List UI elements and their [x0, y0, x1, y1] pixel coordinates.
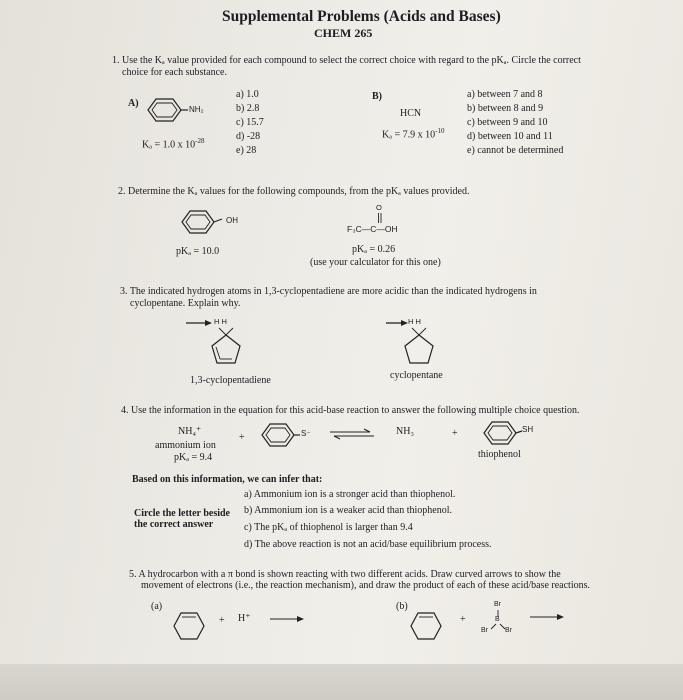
q4-plus-sign-2: +	[452, 428, 458, 439]
q1-prompt-line2: choice for each substance.	[122, 67, 227, 78]
q3-cyclopentane-structure	[401, 327, 437, 367]
q1a-ka-value: Kₐ = 1.0 x $10^{-28}$	[142, 137, 205, 151]
q4-ammonium-pka: pKₐ = 9.4	[174, 452, 213, 463]
q5-part-a-label: (a)	[151, 601, 163, 612]
q1b-ka-value: Kₐ = 7.9 x $10^{-10}$	[382, 127, 445, 141]
q4-equilibrium-arrows	[330, 429, 374, 439]
q4-choice[interactable]: c) The pKₐ of thiophenol is larger than 9.4	[244, 522, 413, 533]
q3-prompt-line1: 3. The indicated hydrogen atoms in 1,3-cyclopentadiene are more acidic than the indicated hydrogens in	[120, 286, 537, 297]
q4-thiol-group: SH	[522, 425, 534, 434]
q5b-bromine-top: Br	[494, 601, 501, 608]
q4-instruction-line1: Circle the letter beside	[134, 508, 230, 519]
q1b-choice[interactable]: c) between 9 and 10	[467, 117, 548, 128]
q1a-amine-group: NH₂	[189, 105, 204, 114]
q3-indicator-arrow-right	[386, 320, 408, 326]
q3-prompt-line2: cyclopentane. Explain why.	[130, 298, 241, 309]
q3-indicator-arrow-left	[186, 320, 212, 326]
q3-cyclopentadiene-name: 1,3-cyclopentadiene	[190, 375, 271, 386]
q5-prompt-line1: 5. A hydrocarbon with a π bond is shown reacting with two different acids. Draw curved arrows to show the	[129, 569, 561, 580]
course-code: CHEM 265	[314, 26, 373, 40]
q4-infer-heading: Based on this information, we can infer that:	[132, 474, 323, 485]
q4-ammonia-formula: NH₃	[396, 426, 414, 437]
q2-hydroxyl-group: OH	[226, 216, 238, 225]
q5b-bromine-right: Br	[505, 627, 512, 634]
q4-choice[interactable]: d) The above reaction is not an acid/base equilibrium process.	[244, 539, 492, 550]
q5a-cyclohexene-structure	[173, 611, 205, 641]
q3-cyclopentadiene-structure	[208, 327, 244, 367]
q4-prompt: 4. Use the information in the equation for this acid-base reaction to answer the following multiple choice question.	[121, 405, 580, 416]
q4-thiophenol-structure	[484, 419, 534, 449]
q2-phenol-structure	[182, 208, 232, 238]
q1b-choice[interactable]: d) between 10 and 11	[467, 131, 553, 142]
q1a-choice[interactable]: b) 2.8	[236, 103, 260, 114]
q2-carbonyl-double-bond	[377, 213, 383, 223]
q4-thiophenol-name: thiophenol	[478, 449, 521, 460]
q5b-plus-sign: +	[460, 614, 466, 625]
q2-calculator-note: (use your calculator for this one)	[310, 257, 441, 268]
q2-tfa-pka: pKₐ = 0.26	[352, 244, 396, 255]
desk-surface	[0, 664, 683, 700]
page-title: Supplemental Problems (Acids and Bases)	[222, 8, 501, 25]
q5b-cyclohexene-structure	[410, 611, 442, 641]
q3-h-labels-right: H H	[408, 317, 421, 326]
q2-tfa-formula: F₃C—C—OH	[347, 224, 398, 234]
q5-prompt-line2: movement of electrons (i.e., the reaction mechanism), and draw the product of each of these acid/base reactions.	[141, 580, 590, 591]
q2-phenol-pka: pKₐ = 10.0	[176, 246, 220, 257]
q5a-plus-sign: +	[219, 615, 225, 626]
q4-instruction-line2: the correct answer	[134, 519, 214, 530]
q2-carbonyl-oxygen: O	[376, 203, 382, 212]
q3-h-labels-left: H H	[214, 317, 227, 326]
q1b-label: B)	[372, 91, 382, 102]
q1a-choice[interactable]: c) 15.7	[236, 117, 264, 128]
q1b-choice[interactable]: e) cannot be determined	[467, 145, 564, 156]
q1b-compound: HCN	[400, 108, 422, 119]
q4-ammonium-formula: NH₄⁺	[178, 426, 202, 437]
q1-prompt-line1: 1. Use the Kₐ value provided for each compound to select the correct choice with regard to the pKₐ. Circle the correct	[112, 55, 581, 66]
q1a-choice[interactable]: a) 1.0	[236, 89, 259, 100]
q4-thiolate-group: S⁻	[301, 429, 311, 438]
q4-plus-sign: +	[239, 432, 245, 443]
q2-prompt: 2. Determine the Kₐ values for the following compounds, from the pKₐ values provided.	[118, 186, 470, 197]
q4-choice[interactable]: b) Ammonium ion is a weaker acid than thiophenol.	[244, 505, 453, 516]
q4-ammonium-name: ammonium ion	[155, 440, 216, 451]
q5a-proton: H⁺	[238, 613, 251, 624]
q1a-choice[interactable]: e) 28	[236, 145, 257, 156]
q1a-choice[interactable]: d) -28	[236, 131, 261, 142]
q1b-choice[interactable]: a) between 7 and 8	[467, 89, 543, 100]
q5b-reaction-arrow	[530, 614, 564, 620]
q3-cyclopentane-name: cyclopentane	[390, 370, 443, 381]
q1b-choice[interactable]: b) between 8 and 9	[467, 103, 544, 114]
q5b-bromine-left: Br	[481, 627, 488, 634]
q5b-boron-center: B	[495, 616, 500, 623]
q4-choice[interactable]: a) Ammonium ion is a stronger acid than thiophenol.	[244, 489, 456, 500]
q5-part-b-label: (b)	[396, 601, 408, 612]
q1a-label: A)	[128, 98, 139, 109]
q5a-reaction-arrow	[270, 616, 304, 622]
